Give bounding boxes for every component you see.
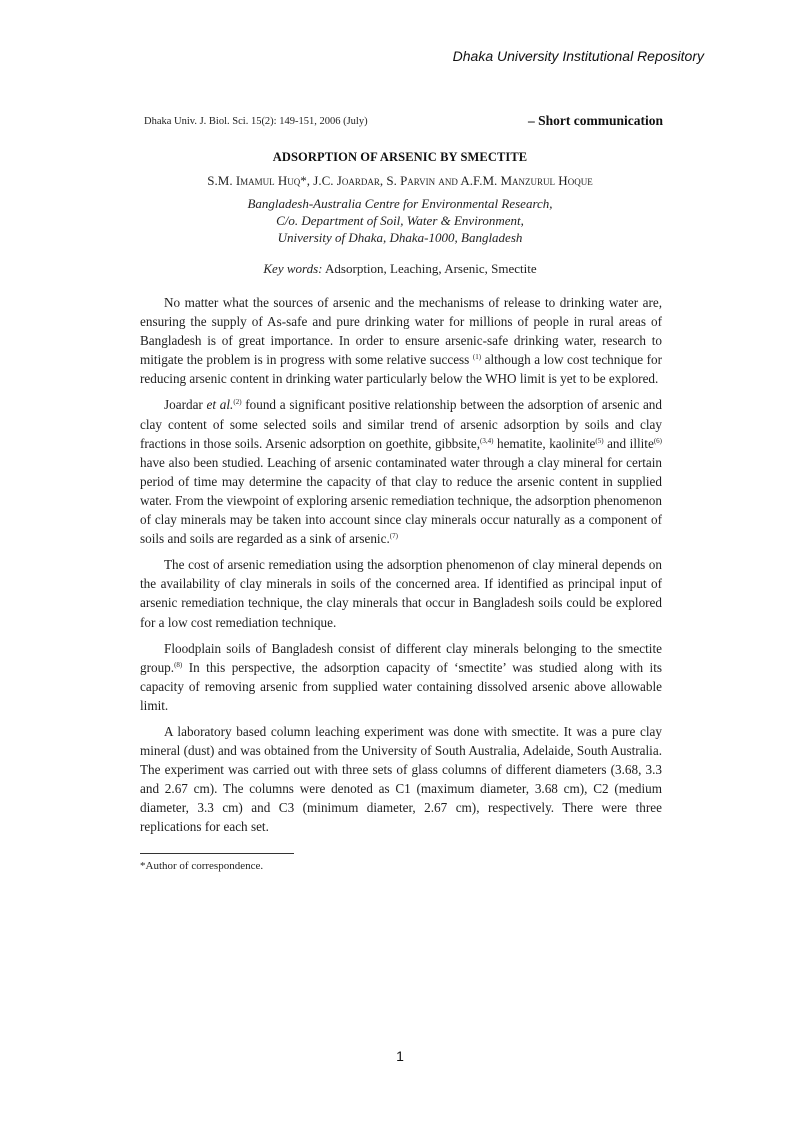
affiliation-line-1: Bangladesh-Australia Centre for Environmental Research,: [247, 196, 553, 211]
repository-header: Dhaka University Institutional Repository: [452, 48, 704, 64]
citation-ref: (7): [389, 532, 398, 541]
footnote-rule: [140, 853, 294, 854]
paragraph-1-text-cont: although a low cost technique for reducing arsenic content in drinking water particularly below the WHO limit is yet to be explored.: [140, 352, 663, 387]
paragraph-1: [140, 293, 662, 388]
paragraph-2-text-cont: have also been studied. Leaching of arsenic contaminated water through a clay mineral for certain period of time may determine the capacity of that clay to reduce the arsenic content in supplied water. From the viewpoint of exploring arsenic remediation technique, the adsorption phenomenon of clay minerals may be taken into account since clay minerals occur naturally as a component of soils and soils are regarded as a sink of arsenic.: [140, 454, 662, 547]
citation-ref: (1): [472, 353, 482, 362]
footnote: *Author of correspondence.: [140, 860, 264, 872]
affiliation-line-2: C/o. Department of Soil, Water & Environment,: [276, 213, 524, 228]
citation-ref: (8): [174, 660, 183, 669]
paragraph-4: [140, 639, 662, 715]
citation-ref: (3,4): [480, 436, 494, 445]
paragraph-2: [140, 395, 662, 548]
paragraph-4-text-cont: In this perspective, the adsorption capacity of ‘smectite’ was studied along with its capacity of removing arsenic from supplied water containing dissolved arsenic above allowable limit.: [140, 659, 662, 713]
journal-citation: Dhaka Univ. J. Biol. Sci. 15(2): 149-151, 2006 (July): [144, 116, 368, 127]
keywords-list: Adsorption, Leaching, Arsenic, Smectite: [325, 261, 537, 276]
citation-ref: (5): [595, 436, 604, 445]
paragraph-1-text: No matter what the sources of arsenic and the mechanisms of release to drinking water are, ensuring the supply of As-safe and pure drinking water for millions of people in rural areas of Bangladesh is of great importance. In order to ensure arsenic-safe drinking water, research to mitigate the problem is in progress with some relative success: [140, 295, 662, 368]
keywords-label: Key words:: [263, 261, 323, 276]
page-number: 1: [396, 1048, 404, 1064]
paragraph-5: A laboratory based column leaching experiment was done with smectite. It was a pure clay mineral (dust) and was obtained from the University of South Australia, Adelaide, South Australia. The experiment was carried out with three sets of glass columns of different diameters (3.68, 3.3 and 2.67 cm). The columns were denoted as C1 (maximum diameter, 3.68 cm), C2 (medium diameter, 3.3 cm) and C3 (minimum diameter, 2.67 cm), respectively. There were three replications for each set.: [140, 723, 662, 835]
article-title: ADSORPTION OF ARSENIC BY SMECTITE: [272, 150, 528, 164]
paragraph-2-text-cont: and illite: [603, 435, 654, 451]
article-body: [140, 293, 662, 844]
citation-ref: (2): [233, 398, 242, 407]
paragraph-2-text: Joardar: [164, 397, 207, 413]
paragraph-2-text-cont: hematite, kaolinite: [493, 435, 596, 451]
keywords: [0, 261, 800, 277]
paragraph-3: The cost of arsenic remediation using the adsorption phenomenon of clay mineral depends on the availability of clay minerals in soils of the concerned area. If identified as principal input of arsenic remediation technique, the clay minerals that occur in Bangladesh soils could be explored for a low cost remediation technique.: [140, 557, 662, 630]
communication-type: – Short communication: [528, 113, 663, 128]
article-authors: S.M. Imamul Huq*, J.C. Joardar, S. Parvin and A.F.M. Manzurul Hoque: [207, 173, 593, 188]
et-al: et al.: [206, 397, 234, 413]
citation-ref: (6): [653, 436, 662, 445]
affiliation-line-3: University of Dhaka, Dhaka-1000, Bangladesh: [277, 230, 523, 245]
paragraph-4-text: Floodplain soils of Bangladesh consist of different clay minerals belonging to the smectite group.: [140, 640, 662, 675]
paragraph-2-text-cont: found a significant positive relationship between the adsorption of arsenic and clay content of some selected soils and similar trend of arsenic adsorption by soils and clay fractions in those soils. Arsenic adsorption on goethite, gibbsite,: [140, 397, 662, 451]
